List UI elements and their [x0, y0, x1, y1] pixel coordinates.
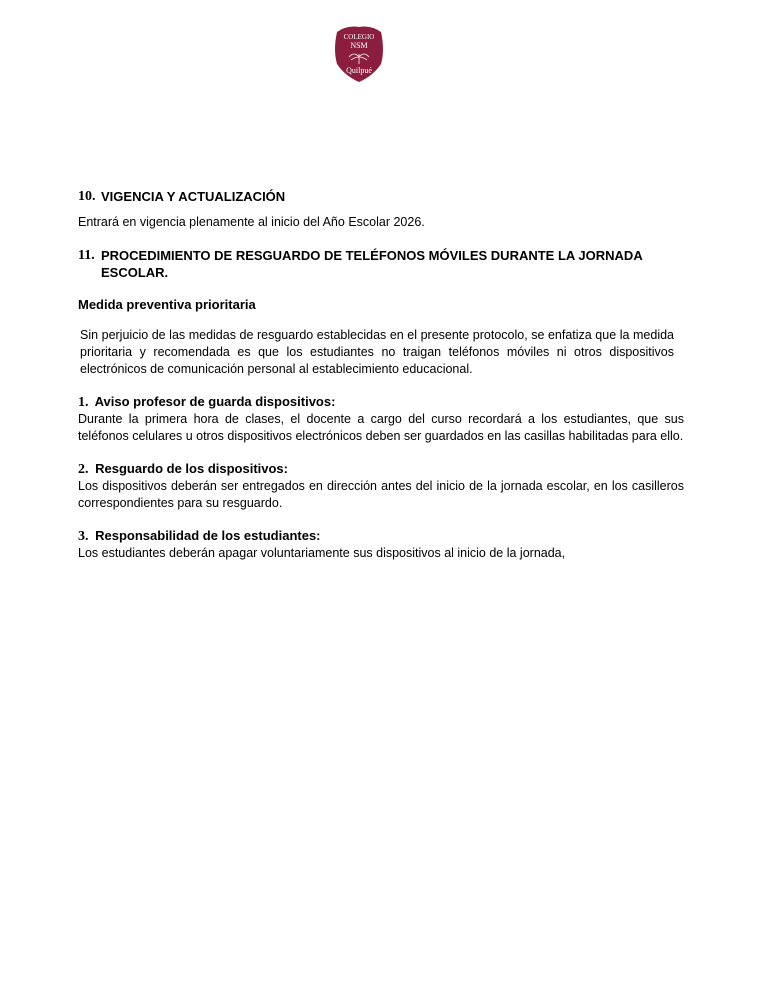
school-crest-logo [331, 24, 387, 84]
item-heading [78, 460, 684, 478]
section-11-number: 11. [78, 248, 95, 263]
section-11-heading [78, 247, 684, 281]
preventive-measure-subheading: Medida preventiva prioritaria [78, 297, 256, 312]
list-item [78, 393, 684, 445]
crest-text-colegio: COLEGIO [343, 33, 375, 41]
item-number: 1. [78, 395, 89, 410]
preventive-measure-paragraph: Sin perjuicio de las medidas de resguardo establecidas en el presente protocolo, se enfatiza que la medida prioritaria y recomendada es que los estudiantes no traigan teléfonos móviles ni otros dispositivos electrónicos de comunicación personal al establecimiento educacional. [80, 328, 674, 376]
item-text: Durante la primera hora de clases, el docente a cargo del curso recordará a los estudiantes, que sus teléfonos celulares u otros dispositivos electrónicos deben ser guardados en las casillas habilitadas para ello. [78, 412, 684, 443]
crest-text-nsm: NSM [350, 41, 368, 50]
section-10-paragraph: Entrará en vigencia plenamente al inicio del Año Escolar 2026. [78, 215, 425, 229]
item-title: Responsabilidad de los estudiantes: [95, 528, 321, 543]
section-11-title: PROCEDIMIENTO DE RESGUARDO DE TELÉFONOS MÓVILES DURANTE LA JORNADA ESCOLAR. [101, 248, 643, 280]
item-number: 3. [78, 529, 89, 544]
section-10-title: VIGENCIA Y ACTUALIZACIÓN [101, 189, 286, 204]
document-body [78, 188, 684, 562]
item-heading [78, 527, 684, 545]
section-10-heading [78, 188, 684, 205]
item-title: Resguardo de los dispositivos: [95, 461, 288, 476]
item-title: Aviso profesor de guarda dispositivos: [94, 394, 336, 409]
list-item [78, 527, 684, 562]
item-text: Los estudiantes deberán apagar voluntariamente sus dispositivos al inicio de la jornada, [78, 546, 566, 560]
item-heading [78, 393, 684, 411]
item-number: 2. [78, 462, 89, 477]
crest-text-quilpue: Quilpué [346, 66, 372, 75]
list-item [78, 460, 684, 512]
section-10-number: 10. [78, 189, 96, 204]
item-text: Los dispositivos deberán ser entregados en dirección antes del inicio de la jornada escolar, en los casilleros correspondientes para su resguardo. [78, 479, 684, 510]
